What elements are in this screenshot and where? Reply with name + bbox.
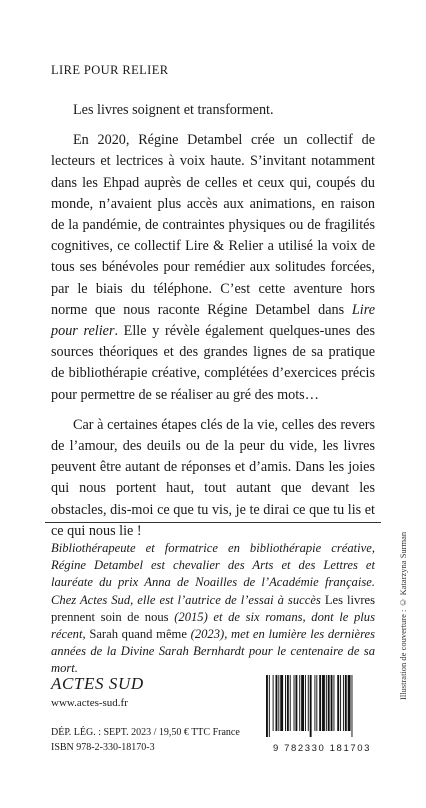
publisher-url: www.actes-sud.fr: [51, 697, 128, 709]
blurb-paragraph-2: En 2020, Régine Detambel crée un collectif de lecteurs et lectrices à voix haute. S’invitant notamment dans les Ehpad auprès de celles et ceux qui, coupés du monde, n’avaient plus accès aux animations, en raison de la pandémie, de contraintes physiques ou de fragilités cognitives, ce collectif Lire & Relier a utilisé la voix de tous ses bénévoles pour remédier aux solitudes forcées, par le biais du téléphone. C’est cette aventure hors norme que nous raconte Régine Detambel dans Lire pour relier. Elle y révèle également quelques-unes des sources théoriques et des grandes lignes de sa pratique de bibliothérapie créative, complétées d’exercices précis pour permettre de se réaliser au gré des mots…: [51, 132, 375, 403]
bio-title-2: Sarah quand même: [89, 627, 187, 642]
blurb: [51, 100, 375, 551]
barcode: [262, 675, 382, 754]
legal-deposit-price: DÉP. LÉG. : SEPT. 2023 / 19,50 € TTC France: [51, 727, 240, 738]
barcode-digits: 9 782330 181703: [273, 743, 371, 754]
blurb-paragraph-1: Les livres soignent et transforment.: [73, 102, 274, 118]
divider: [45, 522, 381, 523]
legal-info: [51, 726, 240, 755]
blurb-paragraph-3: Car à certaines étapes clés de la vie, celles des revers de l’amour, des deuils ou de la peur du vide, les livres peuvent être autant de réponses et d’amis. Dans les joies qui nous portent haut, tout autant que devant les obstacles, dis-moi ce que tu vis, je te dirai ce que tu lis et ce qui nous lie !: [51, 416, 375, 539]
author-bio: Bibliothérapeute et formatrice en bibliothérapie créative, Régine Detambel est chevalier des Arts et des Lettres et lauréate du prix Anna de Noailles de l’Académie française. Chez Actes Sud, elle est l’autrice de l’essai à succès Les livres prennent soin de nous (2015) et de six romans, dont le plus récent, Sarah quand même (2023), met en lumière les dernières années de la Divine Sarah Bernhardt pour le centenaire de sa mort.: [51, 541, 376, 676]
book-title-mention: Lire pour relier: [51, 301, 375, 340]
cover-credit: Illustration de couverture : © Katarzyna Surman: [398, 531, 408, 700]
barcode-bars: [262, 675, 382, 737]
series-title: LIRE POUR RELIER: [51, 63, 169, 77]
publisher-logo: ACTES SUD: [51, 674, 144, 693]
isbn: ISBN 978-2-330-18170-3: [51, 741, 155, 753]
bio-title-1: Les livres prennent soin de nous: [51, 592, 375, 624]
